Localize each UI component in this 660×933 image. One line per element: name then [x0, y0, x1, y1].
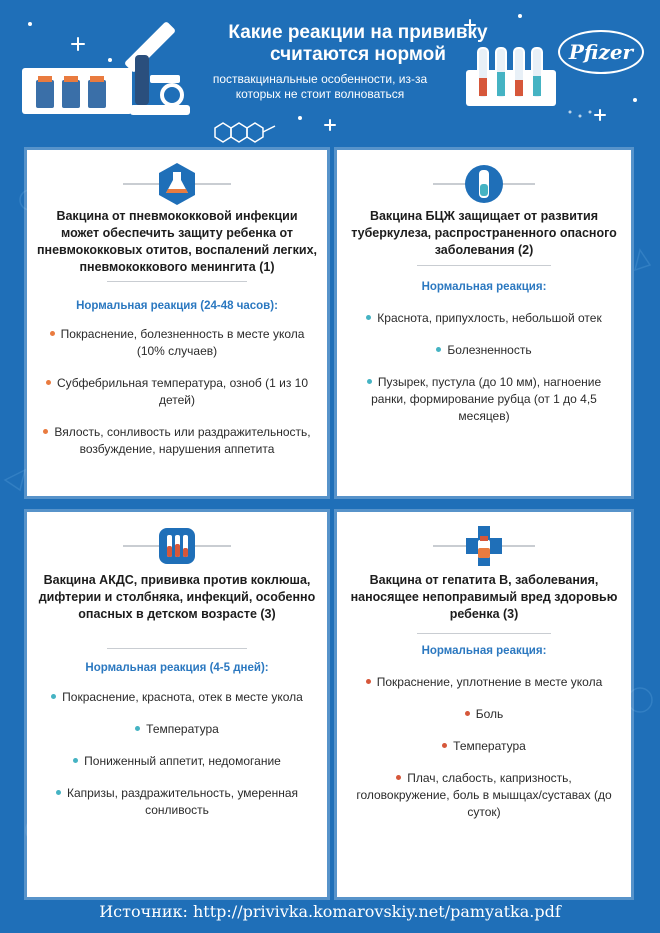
bullet-dot	[396, 775, 401, 780]
card-title: Вакцина АКДС, прививка против коклюша, дифтерии и столбняка, инфекций, особенно опасных в детском возрасте (3)	[38, 573, 316, 621]
list-item: Покраснение, краснота, отек в месте укола	[31, 689, 323, 706]
bullet-dot	[366, 315, 371, 320]
bullet-dot	[366, 679, 371, 684]
list-item: Пузырек, пустула (до 10 мм), нагноение ранки, формирование рубца (от 1 до 4,5 месяцев)	[349, 374, 619, 425]
test-tubes-icon	[158, 524, 196, 568]
divider	[107, 648, 247, 649]
bullet-dot	[73, 758, 78, 763]
card-pneumococcal	[27, 150, 327, 496]
card-bcg	[337, 150, 631, 496]
list-item: Покраснение, уплотнение в месте укола	[349, 674, 619, 691]
list-item: Пониженный аппетит, недомогание	[31, 753, 323, 770]
page-subtitle: поствакцинальные особенности, из-за которых не стоит волноваться	[212, 72, 428, 101]
reaction-list	[349, 674, 619, 836]
normal-reaction-label: Нормальная реакция:	[421, 645, 547, 657]
list-item: Температура	[31, 721, 323, 738]
bullet-dot	[367, 379, 372, 384]
list-item: Вялость, сонливость или раздражительность, возбуждение, нарушения аппетита	[39, 424, 315, 458]
bullet-dot	[436, 347, 441, 352]
bullet-dot	[135, 726, 140, 731]
card-title: Вакцина от пневмококковой инфекции может обеспечить защиту ребенка от пневмококковых отитов, воспалений легких, пневмококкового менингита (1)	[37, 209, 317, 274]
list-item: Покраснение, болезненность в месте укола (10% случаев)	[39, 326, 315, 360]
card-title: Вакцина от гепатита В, заболевания, наносящее непоправимый вред здоровью ребенка (3)	[350, 573, 618, 621]
card-title: Вакцина БЦЖ защищает от развития туберкулеза, распространенного опасного заболевания (2)	[351, 209, 617, 257]
normal-reaction-label: Нормальная реакция (4-5 дней):	[85, 662, 269, 674]
card-icon-row	[337, 162, 631, 206]
list-item: Капризы, раздражительность, умеренная сонливость	[31, 785, 323, 819]
list-item: Боль	[349, 706, 619, 723]
reaction-list	[31, 689, 323, 834]
list-item: Субфебрильная температура, озноб (1 из 10 детей)	[39, 375, 315, 409]
bullet-dot	[56, 790, 61, 795]
page-title: Какие реакции на прививку считаются нормой	[228, 22, 488, 65]
bullet-dot	[46, 380, 51, 385]
bullet-dot	[50, 331, 55, 336]
reaction-list	[349, 310, 619, 440]
normal-reaction-label: Нормальная реакция:	[421, 281, 547, 293]
list-item: Болезненность	[349, 342, 619, 359]
divider	[417, 265, 551, 266]
header	[0, 0, 660, 148]
reaction-list	[39, 326, 315, 473]
card-dtp	[27, 512, 327, 897]
normal-reaction-label: Нормальная реакция (24-48 часов):	[76, 300, 278, 312]
divider	[417, 633, 551, 634]
card-icon-row	[27, 162, 327, 206]
list-item: Плач, слабость, капризность, головокружение, боль в мышцах/суставах (до суток)	[356, 771, 612, 819]
bullet-dot	[43, 429, 48, 434]
divider	[107, 281, 247, 282]
bullet-dot	[51, 694, 56, 699]
test-tube-icon	[465, 162, 503, 206]
card-icon-row	[27, 524, 327, 568]
flask-icon	[158, 162, 196, 206]
source-citation: Источник: http://privivka.komarovskiy.net/pamyatka.pdf	[99, 902, 561, 921]
vial-icon	[465, 524, 503, 568]
pfizer-logo: Pfizer	[558, 30, 644, 74]
list-item: Температура	[349, 738, 619, 755]
list-item: Краснота, припухлость, небольшой отек	[349, 310, 619, 327]
bullet-dot	[442, 743, 447, 748]
card-icon-row	[337, 524, 631, 568]
bullet-dot	[465, 711, 470, 716]
card-hepatitis-b	[337, 512, 631, 897]
